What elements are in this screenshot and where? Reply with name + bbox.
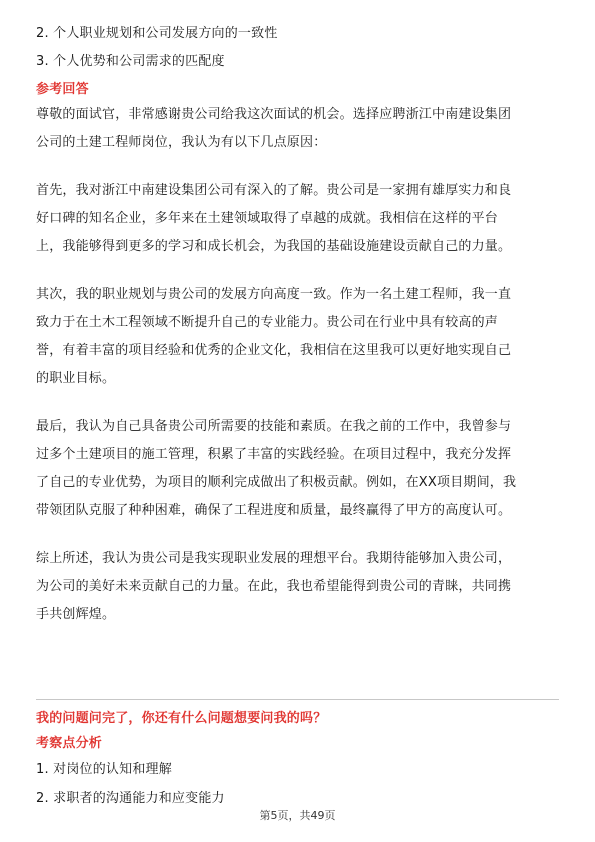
analysis-heading: 考察点分析 — [36, 736, 103, 751]
list-item: 2. 求职者的沟通能力和应变能力 — [36, 791, 225, 806]
paragraph-line: 最后，我认为自己具备贵公司所需要的技能和素质。在我之前的工作中，我曾参与 — [36, 419, 512, 434]
second-reason-paragraph — [36, 281, 559, 393]
section-divider — [36, 699, 559, 700]
first-reason-paragraph — [36, 177, 559, 261]
paragraph-line: 为公司的美好未来贡献自己的力量。在此，我也希望能得到贵公司的青睐，共同携 — [36, 579, 512, 594]
conclusion-paragraph — [36, 545, 559, 629]
intro-paragraph — [36, 101, 559, 157]
list-item: 1. 对岗位的认知和理解 — [36, 762, 172, 777]
reference-answer-heading: 参考回答 — [36, 82, 89, 97]
paragraph-line: 致力于在土木工程领域不断提升自己的专业能力。贵公司在行业中具有较高的声 — [36, 315, 499, 330]
next-question-section — [36, 707, 559, 810]
paragraph-line: 好口碑的知名企业，多年来在土建领域取得了卓越的成就。我相信在这样的平台 — [36, 211, 499, 226]
paragraph-line: 其次，我的职业规划与贵公司的发展方向高度一致。作为一名土建工程师，我一直 — [36, 287, 512, 302]
third-reason-paragraph — [36, 413, 559, 525]
paragraph-line: 尊敬的面试官，非常感谢贵公司给我这次面试的机会。选择应聘浙江中南建设集团 — [36, 107, 512, 122]
paragraph-line: 了自己的专业优势，为项目的顺利完成做出了积极贡献。例如，在XX项目期间，我 — [36, 475, 517, 490]
next-question-heading: 我的问题问完了，你还有什么问题想要问我的吗？ — [36, 711, 327, 726]
paragraph-line: 带领团队克服了种种困难，确保了工程进度和质量，最终赢得了甲方的高度认可。 — [36, 503, 512, 518]
paragraph-line: 上，我能够得到更多的学习和成长机会，为我国的基础设施建设贡献自己的力量。 — [36, 239, 512, 254]
paragraph-line: 公司的土建工程师岗位，我认为有以下几点原因： — [36, 135, 327, 150]
list-item: 2. 个人职业规划和公司发展方向的一致性 — [36, 26, 278, 41]
paragraph-line: 首先，我对浙江中南建设集团公司有深入的了解。贵公司是一家拥有雄厚实力和良 — [36, 183, 512, 198]
paragraph-line: 的职业目标。 — [36, 371, 116, 386]
list-item: 3. 个人优势和公司需求的匹配度 — [36, 54, 225, 69]
page-content — [36, 22, 559, 629]
paragraph-line: 手共创辉煌。 — [36, 607, 116, 622]
paragraph-line: 誉，有着丰富的项目经验和优秀的企业文化，我相信在这里我可以更好地实现自己 — [36, 343, 512, 358]
paragraph-line: 综上所述，我认为贵公司是我实现职业发展的理想平台。我期待能够加入贵公司， — [36, 551, 512, 566]
paragraph-line: 过多个土建项目的施工管理，积累了丰富的实践经验。在项目过程中，我充分发挥 — [36, 447, 512, 462]
page-footer: 第5页，共49页 — [259, 809, 336, 822]
